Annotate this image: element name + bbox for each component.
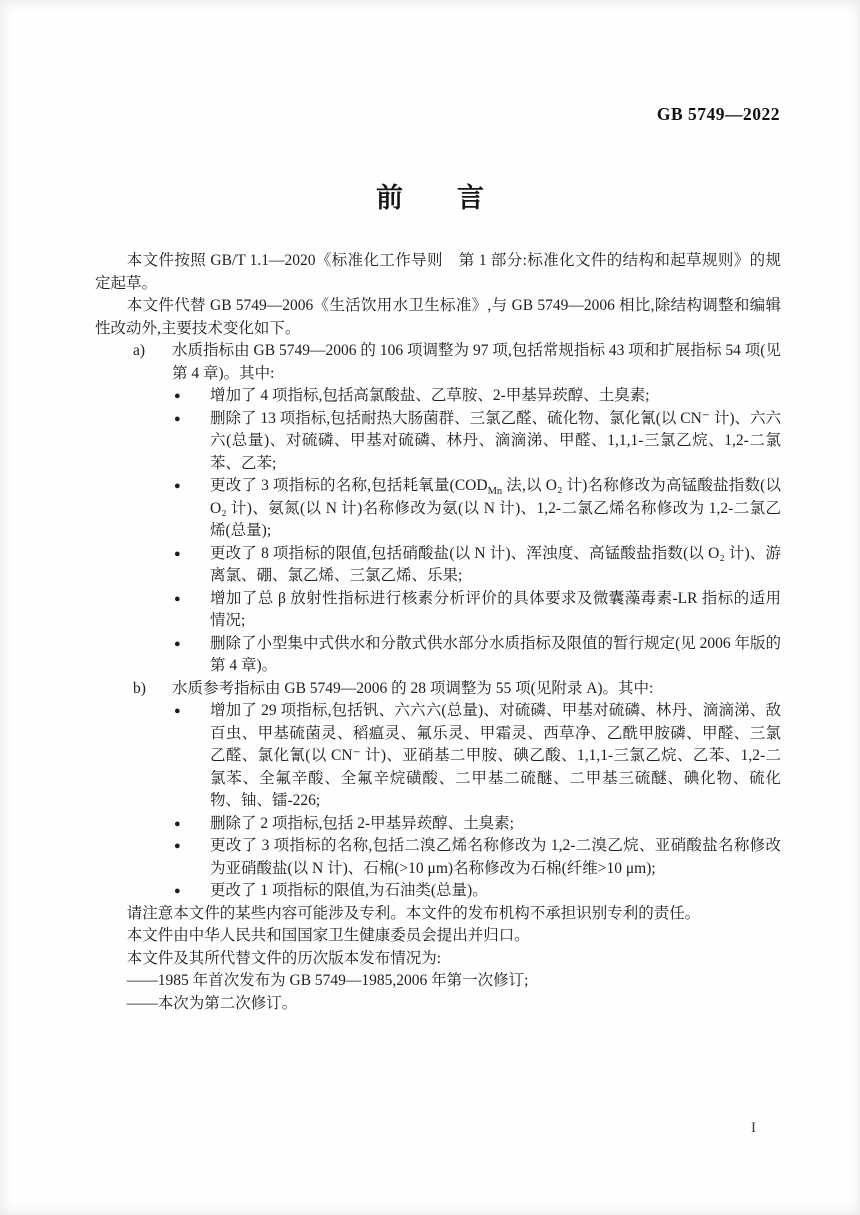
bullet-text: 增加了 29 项指标,包括钒、六六六(总量)、对硫磷、甲基对硫磷、林丹、滴滴涕、敌百虫、甲基硫菌灵、稻瘟灵、氟乐灵、甲霜灵、西草净、乙酰甲胺磷、甲醛、三氯乙醛、氯化氰(以 CN⁻ 计)、亚硝基二甲胺、碘乙酸、1,1,1-三氯乙烷、乙苯、1,2-二氯苯、全氟辛酸、全氟辛烷磺酸、二甲基二硫醚、二甲基三硫醚、碘化物、硫化物、铀、镭-226; xyxy=(210,702,781,809)
intro-paragraphs xyxy=(95,250,781,340)
bullet-icon: ● xyxy=(174,705,181,717)
bullet-icon: ● xyxy=(174,547,181,560)
bullet-text: 增加了总 β 放射性指标进行核素分析评价的具体要求及微囊藻毒素-LR 指标的适用情况; xyxy=(210,589,781,629)
foreword-content xyxy=(95,250,781,1015)
bullet-text: 删除了小型集中式供水和分散式供水部分水质指标及限值的暂行规定(见 2006 年版的第 4 章)。 xyxy=(210,634,781,674)
bullet-item xyxy=(95,633,781,678)
bullet-text: 增加了 4 项指标,包括高氯酸盐、乙草胺、2-甲基异莰醇、土臭素; xyxy=(210,387,650,404)
bullet-icon: ● xyxy=(174,390,181,402)
paragraph: 本文件按照 GB/T 1.1—2020《标准化工作导则 第 1 部分:标准化文件的结构和起草规则》的规定起草。 xyxy=(95,252,781,292)
list-label: a) xyxy=(133,342,146,359)
paragraph: 请注意本文件的某些内容可能涉及专利。本文件的发布机构不承担识别专利的责任。 xyxy=(126,904,701,922)
bullet-icon: ● xyxy=(174,885,181,897)
change-item-b xyxy=(95,678,781,701)
bullet-icon: ● xyxy=(174,817,181,830)
bullet-item xyxy=(95,835,781,880)
bullet-item xyxy=(95,543,781,588)
paragraph: ——1985 年首次发布为 GB 5749—1985,2006 年第一次修订; xyxy=(126,972,529,989)
paragraph: 本文件由中华人民共和国国家卫生健康委员会提出并归口。 xyxy=(126,927,530,944)
bullet-icon: ● xyxy=(174,480,181,492)
bullet-item xyxy=(95,588,781,633)
change-sections xyxy=(95,340,781,903)
bullet-item xyxy=(95,813,781,836)
bullet-text: 删除了 13 项指标,包括耐热大肠菌群、三氯乙醛、硫化物、氯化氰(以 CN⁻ 计)、六六六(总量)、对硫磷、甲基对硫磷、林丹、滴滴涕、甲醛、1,1,1-三氯乙烷、1,2-二氯苯、乙苯; xyxy=(210,409,781,472)
bullet-icon: ● xyxy=(174,637,181,650)
paragraph: 本文件及其所代替文件的历次版本发布情况为: xyxy=(126,949,442,967)
section-text: 水质参考指标由 GB 5749—2006 的 28 项调整为 55 项(见附录 A)。其中: xyxy=(172,679,654,697)
bullet-text: 更改了 8 项指标的限值,包括硝酸盐(以 N 计)、浑浊度、高锰酸盐指数(以 O₂ 计)、游离氯、硼、氯乙烯、三氯乙烯、乐果; xyxy=(210,544,781,584)
bullet-text: 更改了 3 项指标的名称,包括耗氧量($COD_{Mn}$ 法,以 O₂ 计)名称修改为高锰酸盐指数(以 O₂ 计)、氨氮(以 N 计)名称修改为氨(以 N 计)、1,2-二氯乙烯名称修改为 1,2-二氯乙烯(总量); xyxy=(210,477,782,539)
standard-number: GB 5749—2022 xyxy=(656,104,780,124)
bullet-item xyxy=(95,385,781,408)
page-number: I xyxy=(751,1120,756,1136)
paragraph: 本文件代替 GB 5749—2006《生活饮用水卫生标准》,与 GB 5749—2006 相比,除结构调整和编辑性改动外,主要技术变化如下。 xyxy=(95,297,781,337)
bullet-icon: ● xyxy=(174,592,181,605)
bullet-icon: ● xyxy=(174,840,181,852)
list-label: b) xyxy=(133,679,146,697)
bullet-icon: ● xyxy=(174,412,181,425)
change-item-a xyxy=(95,340,781,385)
bullet-item xyxy=(95,408,781,476)
closing-paragraphs xyxy=(95,903,781,1016)
bullet-text: 删除了 2 项指标,包括 2-甲基异莰醇、土臭素; xyxy=(210,814,514,832)
bullet-text: 更改了 1 项指标的限值,为石油类(总量)。 xyxy=(210,882,488,899)
paragraph: ——本次为第二次修订。 xyxy=(126,994,298,1012)
page-title: 前 言 xyxy=(376,183,484,213)
bullet-item xyxy=(95,475,781,543)
bullet-text: 更改了 3 项指标的名称,包括二溴乙烯名称修改为 1,2-二溴乙烷、亚硝酸盐名称修改为亚硝酸盐(以 N 计)、石棉(>10 μm)名称修改为石棉(纤维>10 μm); xyxy=(210,837,781,877)
bullet-item xyxy=(95,700,781,813)
section-text: 水质指标由 GB 5749—2006 的 106 项调整为 97 项,包括常规指标 43 项和扩展指标 54 项(见第 4 章)。其中: xyxy=(172,342,781,382)
bullet-item xyxy=(95,880,781,903)
